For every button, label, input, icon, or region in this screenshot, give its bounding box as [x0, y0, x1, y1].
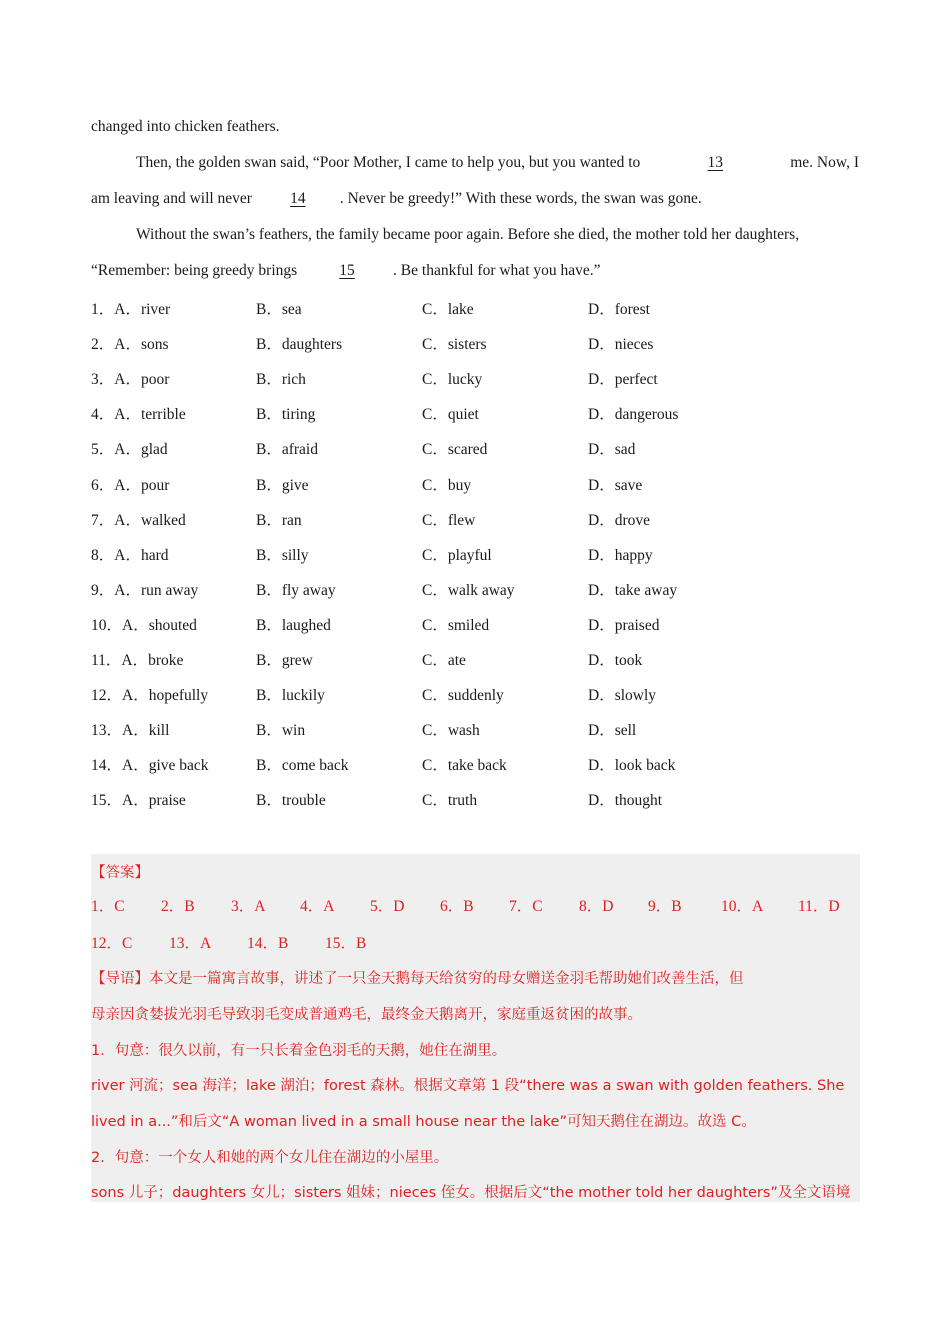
answer-key: 5．D: [370, 898, 405, 915]
option-d: D．look back: [588, 757, 676, 775]
option-c: C．wash: [422, 722, 480, 740]
question-number: 2．A．: [91, 336, 141, 354]
question-number: 11．A．: [91, 652, 149, 669]
option-b: B．afraid: [256, 441, 318, 459]
option-b: B．sea: [256, 301, 302, 318]
option-d: D．happy: [588, 546, 653, 564]
option-b: B．trouble: [256, 792, 326, 810]
option-c: C．walk away: [422, 581, 515, 599]
question-number: 1．A．: [91, 301, 141, 318]
answer-key: 9．B: [648, 898, 682, 915]
option-c: C．lake: [422, 301, 474, 318]
question-row: [91, 753, 851, 775]
option-d: D．praised: [588, 616, 660, 634]
option-c: C．lucky: [422, 371, 483, 389]
option-b: B．fly away: [256, 581, 336, 599]
question-number-option-a: [91, 788, 186, 810]
question-number: 7．A．: [91, 511, 141, 529]
question-number-option-a: [91, 473, 169, 495]
option-d: D．sell: [588, 722, 637, 740]
question-row: [91, 437, 851, 459]
option-b: B．grew: [256, 652, 313, 669]
question-row: [91, 402, 851, 424]
question-number-option-a: [91, 753, 209, 775]
passage-line: am leaving and will never 14 . Never be greedy!” With these words, the swan was gone.: [91, 190, 702, 207]
blank-14: 14: [290, 190, 306, 207]
question-number-option-a: [91, 613, 197, 635]
question-number: 9．A．: [91, 581, 141, 599]
option-a: give back: [148, 757, 209, 775]
option-b: B．come back: [256, 757, 349, 775]
answer-key: 1．C: [91, 898, 125, 915]
answer-key: 7．C: [509, 898, 543, 915]
option-d: D．perfect: [588, 371, 658, 389]
answer-section: [91, 854, 860, 1202]
option-b: B．give: [256, 476, 309, 494]
question-number-option-a: [91, 297, 170, 319]
option-c: C．scared: [422, 441, 488, 459]
question-row: [91, 683, 851, 705]
question-number: 4．A．: [91, 406, 141, 424]
answer-key: 6．B: [440, 898, 474, 915]
question-number: 6．A．: [91, 476, 141, 494]
option-d: D．dangerous: [588, 406, 679, 424]
option-b: B．rich: [256, 371, 306, 389]
answer-key: 2．B: [161, 898, 195, 915]
question-row: [91, 613, 851, 635]
question-number: 14．A．: [91, 757, 149, 775]
option-b: B．luckily: [256, 687, 325, 705]
blank-15: 15: [339, 262, 355, 279]
option-b: B．daughters: [256, 336, 343, 354]
explanation-title: 2．句意：一个女人和她的两个女儿住在湖边的小屋里。: [91, 1150, 449, 1166]
option-d: D．save: [588, 476, 643, 494]
option-a: river: [140, 301, 171, 318]
question-number-option-a: [91, 683, 208, 705]
question-number: 5．A．: [91, 441, 141, 459]
option-d: D．nieces: [588, 336, 654, 354]
option-b: B．ran: [256, 511, 302, 529]
option-d: D．thought: [588, 792, 663, 810]
answer-key: 13．A: [169, 935, 212, 952]
explanation-text: lived in a...”和后文“A woman lived in a small house near the lake”可知天鹅住在湖边。故选 C。: [91, 1114, 756, 1130]
answer-keys-row: [91, 931, 860, 951]
option-a: glad: [140, 441, 168, 459]
answer-keys-row: [91, 894, 860, 914]
answer-heading: 【答案】: [91, 865, 149, 881]
option-a: run away: [140, 581, 199, 599]
option-c: C．playful: [422, 546, 492, 564]
question-number: 15．A．: [91, 792, 149, 810]
question-number-option-a: [91, 718, 169, 740]
passage-line: Without the swan’s feathers, the family became poor again. Before she died, the mother told her daughters,: [136, 226, 800, 243]
option-d: D．slowly: [588, 687, 657, 705]
option-a: poor: [140, 371, 170, 389]
answer-key: 15．B: [325, 935, 367, 952]
answer-key: 8．D: [579, 898, 614, 915]
passage-line: “Remember: being greedy brings 15 . Be thankful for what you have.”: [91, 262, 601, 279]
question-number-option-a: [91, 508, 186, 530]
option-a: kill: [148, 722, 170, 740]
option-a: broke: [148, 652, 184, 669]
answer-key: 3．A: [231, 898, 266, 915]
question-number-option-a: [91, 437, 168, 459]
question-row: [91, 578, 851, 600]
passage-line: Then, the golden swan said, “Poor Mother, I came to help you, but you wanted to 13 me. Now, I: [136, 154, 859, 171]
option-a: shouted: [148, 616, 197, 634]
question-number-option-a: [91, 648, 183, 670]
question-row: [91, 297, 851, 319]
option-c: C．sisters: [422, 336, 487, 354]
question-number: 13．A．: [91, 722, 149, 740]
explanation-text: sons 儿子；daughters 女儿；sisters 姐妹；nieces 侄女。根据后文“the mother told her daughters”及全文语境: [91, 1185, 851, 1201]
question-row: [91, 543, 851, 565]
question-row: [91, 473, 851, 495]
question-row: [91, 367, 851, 389]
option-c: C．ate: [422, 652, 466, 669]
question-number-option-a: [91, 402, 186, 424]
question-number-option-a: [91, 367, 169, 389]
answer-key: 12．C: [91, 935, 133, 952]
question-number: 10．A．: [91, 616, 149, 634]
option-b: B．silly: [256, 546, 309, 564]
option-c: C．truth: [422, 792, 478, 810]
option-a: hopefully: [148, 687, 209, 705]
option-c: C．quiet: [422, 406, 479, 424]
answer-key: 14．B: [247, 935, 289, 952]
option-a: praise: [148, 792, 186, 810]
option-c: C．smiled: [422, 616, 490, 634]
question-number-option-a: [91, 578, 198, 600]
option-b: B．win: [256, 722, 306, 740]
question-row: [91, 648, 851, 670]
intro-text: 母亲因贪婪拔光羽毛导致羽毛变成普通鸡毛，最终金天鹅离开，家庭重返贫困的故事。: [91, 1007, 642, 1023]
option-d: D．sad: [588, 441, 636, 459]
option-d: D．drove: [588, 511, 650, 529]
question-number: 8．A．: [91, 546, 141, 564]
option-a: terrible: [140, 406, 186, 424]
option-d: D．forest: [588, 301, 650, 318]
passage-line: changed into chicken feathers.: [91, 118, 280, 135]
option-c: C．flew: [422, 511, 476, 529]
option-b: B．tiring: [256, 406, 316, 424]
explanation-title: 1．句意：很久以前，有一只长着金色羽毛的天鹅，她住在湖里。: [91, 1043, 507, 1059]
question-row: [91, 508, 851, 530]
question-number: 12．A．: [91, 687, 149, 705]
option-a: hard: [140, 546, 169, 564]
question-number-option-a: [91, 332, 169, 354]
intro-text: 【导语】本文是一篇寓言故事，讲述了一只金天鹅每天给贫穷的母女赠送金羽毛帮助她们改善生活，但: [91, 971, 744, 987]
option-b: B．laughed: [256, 616, 331, 634]
answer-key: 10．A: [721, 898, 764, 915]
answer-key: 11．D: [798, 898, 840, 915]
question-row: [91, 788, 851, 810]
blank-13: 13: [707, 154, 724, 171]
option-c: C．suddenly: [422, 687, 504, 705]
option-c: C．buy: [422, 476, 472, 494]
question-number: 3．A．: [91, 371, 141, 389]
explanation-text: river 河流；sea 海洋；lake 湖泊；forest 森林。根据文章第 1 段“there was a swan with golden feathers. She: [91, 1078, 845, 1094]
option-c: C．take back: [422, 757, 507, 775]
question-row: [91, 718, 851, 740]
option-a: sons: [140, 336, 169, 354]
answer-key: 4．A: [300, 898, 335, 915]
question-row: [91, 332, 851, 354]
option-d: D．take away: [588, 581, 678, 599]
option-d: D．took: [588, 652, 643, 669]
option-a: pour: [140, 476, 170, 494]
question-number-option-a: [91, 543, 169, 565]
option-a: walked: [140, 511, 186, 529]
